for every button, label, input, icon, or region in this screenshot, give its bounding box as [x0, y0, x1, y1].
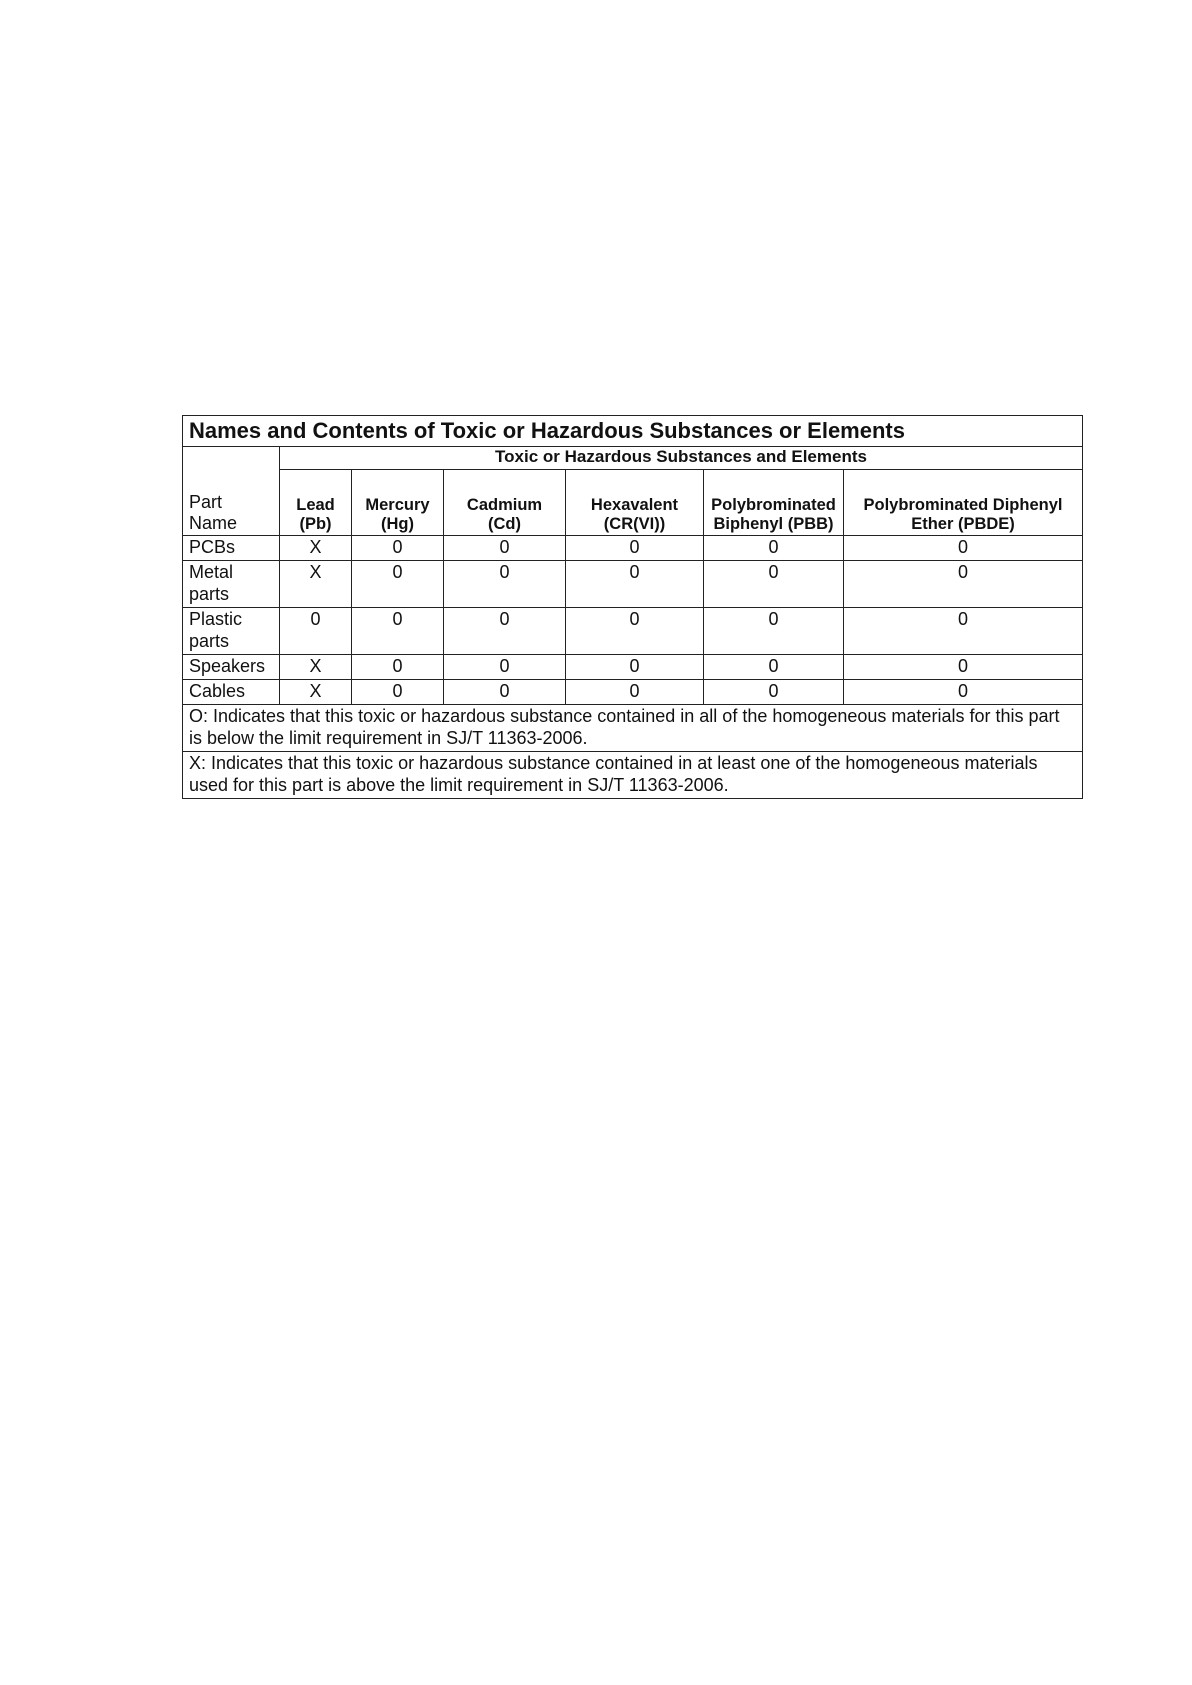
value-cell: 0	[844, 680, 1083, 705]
note-o-legend: O: Indicates that this toxic or hazardous substance contained in all of the homogeneous materials for this part is below the limit requirement in SJ/T 11363-2006.	[183, 705, 1083, 752]
value-cell: 0	[844, 536, 1083, 561]
value-cell: 0	[352, 561, 444, 608]
part-name-header: Part Name	[183, 447, 280, 536]
value-cell: 0	[444, 655, 566, 680]
substance-header-pbb: Polybrominated Biphenyl (PBB)	[704, 470, 844, 536]
substance-header-hexavalent-chromium: Hexavalent (CR(VI))	[566, 470, 704, 536]
value-cell: 0	[566, 608, 704, 655]
substance-header-lead: Lead (Pb)	[280, 470, 352, 536]
value-cell: 0	[444, 680, 566, 705]
value-cell: 0	[444, 536, 566, 561]
part-name-cell: Plastic parts	[183, 608, 280, 655]
value-cell: X	[280, 655, 352, 680]
value-cell: 0	[352, 536, 444, 561]
table-row	[183, 680, 1083, 705]
value-cell: 0	[444, 608, 566, 655]
value-cell: X	[280, 536, 352, 561]
value-cell: 0	[704, 655, 844, 680]
part-name-cell: PCBs	[183, 536, 280, 561]
value-cell: 0	[704, 680, 844, 705]
table-row	[183, 655, 1083, 680]
substance-header-pbde: Polybrominated Diphenyl Ether (PBDE)	[844, 470, 1083, 536]
value-cell: 0	[844, 561, 1083, 608]
table-row	[183, 536, 1083, 561]
part-name-cell: Speakers	[183, 655, 280, 680]
substances-group-header: Toxic or Hazardous Substances and Elements	[280, 447, 1083, 470]
value-cell: 0	[352, 680, 444, 705]
part-name-cell: Cables	[183, 680, 280, 705]
value-cell: X	[280, 680, 352, 705]
value-cell: X	[280, 561, 352, 608]
part-name-cell: Metal parts	[183, 561, 280, 608]
value-cell: 0	[844, 608, 1083, 655]
substance-header-mercury: Mercury (Hg)	[352, 470, 444, 536]
table-row	[183, 608, 1083, 655]
note-x-legend: X: Indicates that this toxic or hazardous substance contained in at least one of the homogeneous materials used for this part is above the limit requirement in SJ/T 11363-2006.	[183, 752, 1083, 799]
value-cell: 0	[704, 561, 844, 608]
value-cell: 0	[566, 655, 704, 680]
value-cell: 0	[280, 608, 352, 655]
value-cell: 0	[352, 655, 444, 680]
value-cell: 0	[566, 536, 704, 561]
hazardous-substances-table	[182, 415, 1083, 799]
value-cell: 0	[444, 561, 566, 608]
table-row	[183, 561, 1083, 608]
value-cell: 0	[352, 608, 444, 655]
value-cell: 0	[844, 655, 1083, 680]
value-cell: 0	[566, 561, 704, 608]
table-title: Names and Contents of Toxic or Hazardous Substances or Elements	[183, 416, 1083, 447]
value-cell: 0	[704, 608, 844, 655]
value-cell: 0	[566, 680, 704, 705]
value-cell: 0	[704, 536, 844, 561]
substance-header-cadmium: Cadmium (Cd)	[444, 470, 566, 536]
